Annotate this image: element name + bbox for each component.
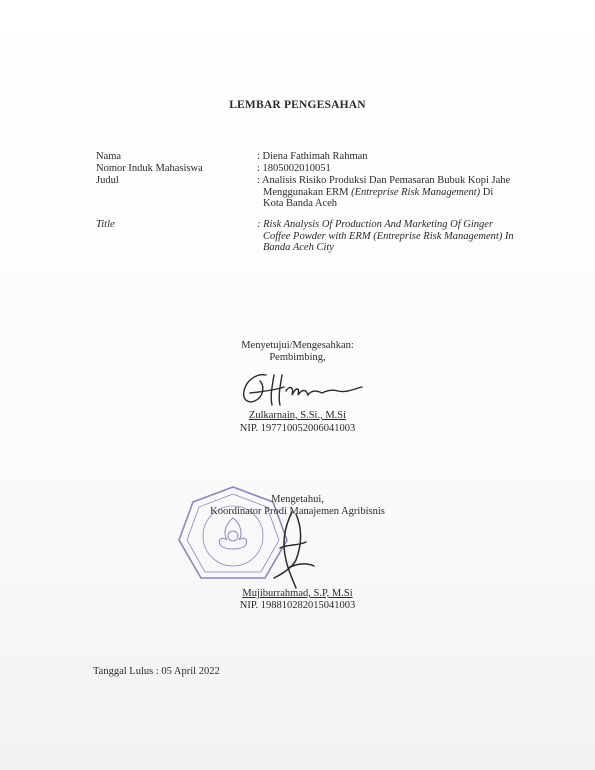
advisor-nip: NIP. 197710052006041003 bbox=[239, 423, 356, 434]
acknowledge-role: Koordinator Prodi Manajemen Agribisnis bbox=[210, 506, 385, 517]
title-line-3: Banda Aceh City bbox=[263, 242, 334, 253]
judul-line-2b: (Entreprise Risk Management) bbox=[351, 186, 481, 198]
title-line-1: : Risk Analysis Of Production And Marketing Of Ginger bbox=[257, 219, 494, 230]
graduation-date: 05 April 2022 bbox=[161, 666, 220, 677]
acknowledge-heading: Mengetahui, bbox=[271, 494, 324, 505]
approval-role: Pembimbing, bbox=[269, 352, 326, 363]
name-label: Nama bbox=[96, 151, 122, 162]
judul-value bbox=[257, 175, 547, 210]
nim-value: : 1805002010051 bbox=[257, 163, 331, 174]
graduation-date-line bbox=[93, 666, 220, 677]
judul-line-2c: Di bbox=[480, 186, 494, 198]
page-title: LEMBAR PENGESAHAN bbox=[229, 99, 366, 111]
coordinator-signature bbox=[262, 508, 320, 592]
judul-line-3: Kota Banda Aceh bbox=[263, 198, 338, 209]
title-line-2: Coffee Powder with ERM (Entreprise Risk Management) In bbox=[263, 230, 514, 242]
nim-label: Nomor Induk Mahasiswa bbox=[96, 163, 203, 174]
advisor-signature bbox=[228, 367, 368, 411]
judul-line-1: : Analisis Risiko Produksi Dan Pemasaran Bubuk Kopi Jahe bbox=[257, 175, 511, 186]
approval-heading: Menyetujui/Mengesahkan: bbox=[241, 340, 354, 351]
judul-line-2a: Menggunakan ERM bbox=[263, 186, 352, 198]
judul-label: Judul bbox=[96, 175, 119, 186]
coordinator-name: Mujiburrahmad, S.P, M.Si bbox=[242, 588, 353, 599]
advisor-name: Zulkarnain, S.Si., M.Si bbox=[248, 410, 347, 421]
graduation-label: Tanggal Lulus : bbox=[93, 666, 159, 677]
title-label: Title bbox=[96, 219, 115, 230]
coordinator-nip: NIP. 198810282015041003 bbox=[239, 600, 356, 611]
title-value bbox=[257, 219, 547, 254]
name-value: : Diena Fathimah Rahman bbox=[257, 151, 368, 162]
judul-line-2 bbox=[257, 187, 547, 199]
